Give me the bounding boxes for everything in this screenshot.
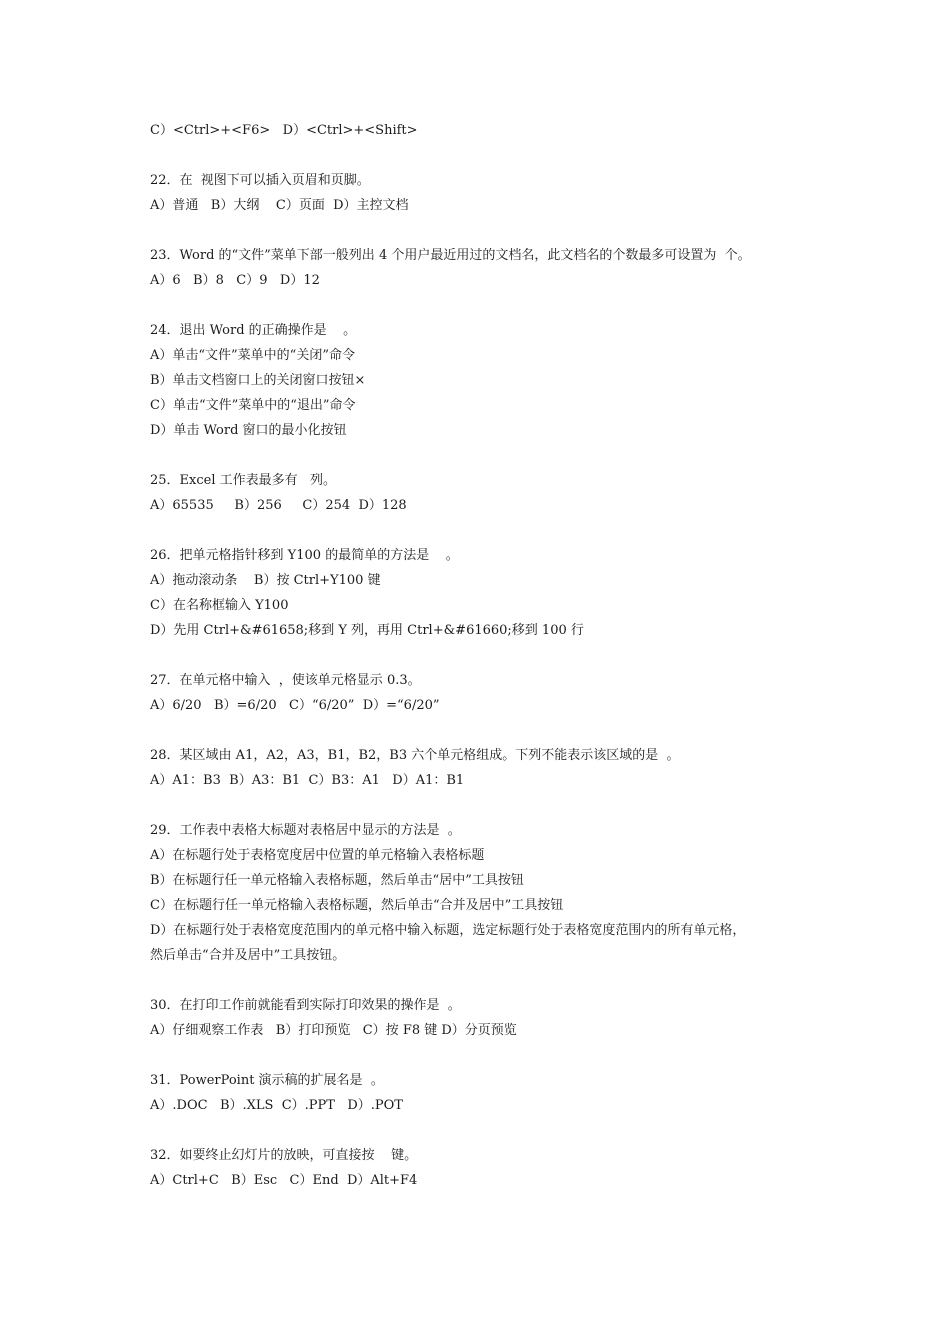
option-26-d: D）先用 Ctrl+&#61658;移到 Y 列，再用 Ctrl+&#61660;移到 100 行 [150, 623, 584, 638]
question-25: 25．Excel 工作表最多有 列。 [150, 473, 337, 488]
spacer [150, 443, 830, 468]
options-22: A）普通 B）大纲 C）页面 D）主控文档 [150, 198, 409, 213]
options-31: A）.DOC B）.XLS C）.PPT D）.POT [150, 1098, 403, 1113]
spacer [150, 718, 830, 743]
option-26-ab: A）拖动滚动条 B）按 Ctrl+Y100 键 [150, 573, 381, 588]
spacer [150, 518, 830, 543]
options-28: A）A1：B3 B）A3：B1 C）B3：A1 D）A1：B1 [150, 773, 465, 788]
option-29-c: C）在标题行任一单元格输入表格标题，然后单击“合并及居中”工具按钮 [150, 898, 564, 913]
question-27: 27．在单元格中输入 ，使该单元格显示 0.3。 [150, 673, 421, 688]
option-29-d-cont: 然后单击“合并及居中”工具按钮。 [150, 948, 346, 963]
question-28: 28．某区域由 A1，A2，A3，B1，B2，B3 六个单元格组成。下列不能表示该区域的是 。 [150, 748, 680, 763]
question-26: 26．把单元格指针移到 Y100 的最简单的方法是 。 [150, 548, 459, 563]
option-24-c: C）单击“文件”菜单中的“退出”命令 [150, 398, 356, 413]
option-29-d: D）在标题行处于表格宽度范围内的单元格中输入标题，选定标题行处于表格宽度范围内的所有单元格， [150, 923, 746, 938]
options-25: A）65535 B）256 C）254 D）128 [150, 498, 407, 513]
options-27: A）6/20 B）=6/20 C）“6/20” D）=“6/20” [150, 698, 440, 713]
spacer [150, 1043, 830, 1068]
document-page [150, 118, 830, 1193]
options-32: A）Ctrl+C B）Esc C）End D）Alt+F4 [150, 1173, 418, 1188]
option-24-b: B）单击文档窗口上的关闭窗口按钮× [150, 373, 366, 388]
spacer [150, 218, 830, 243]
question-22: 22．在 视图下可以插入页眉和页脚。 [150, 173, 370, 188]
question-23: 23．Word 的“文件”菜单下部一般列出 4 个用户最近用过的文档名，此文档名的个数最多可设置为 个。 [150, 248, 751, 263]
question-24: 24．退出 Word 的正确操作是 。 [150, 323, 357, 338]
options-23: A）6 B）8 C）9 D）12 [150, 273, 320, 288]
spacer [150, 793, 830, 818]
question-31: 31．PowerPoint 演示稿的扩展名是 。 [150, 1073, 384, 1088]
option-24-d: D）单击 Word 窗口的最小化按钮 [150, 423, 347, 438]
question-30: 30．在打印工作前就能看到实际打印效果的操作是 。 [150, 998, 461, 1013]
question-29: 29．工作表中表格大标题对表格居中显示的方法是 。 [150, 823, 461, 838]
option-line: C）<Ctrl>+<F6> D）<Ctrl>+<Shift> [150, 123, 418, 138]
spacer [150, 1118, 830, 1143]
spacer [150, 643, 830, 668]
option-24-a: A）单击“文件”菜单中的“关闭”命令 [150, 348, 355, 363]
options-30: A）仔细观察工作表 B）打印预览 C）按 F8 键 D）分页预览 [150, 1023, 517, 1038]
option-29-b: B）在标题行任一单元格输入表格标题，然后单击“居中”工具按钮 [150, 873, 524, 888]
spacer [150, 968, 830, 993]
spacer [150, 293, 830, 318]
spacer [150, 143, 830, 168]
option-29-a: A）在标题行处于表格宽度居中位置的单元格输入表格标题 [150, 848, 485, 863]
option-26-c: C）在名称框输入 Y100 [150, 598, 289, 613]
question-32: 32．如要终止幻灯片的放映，可直接按 键。 [150, 1148, 418, 1163]
